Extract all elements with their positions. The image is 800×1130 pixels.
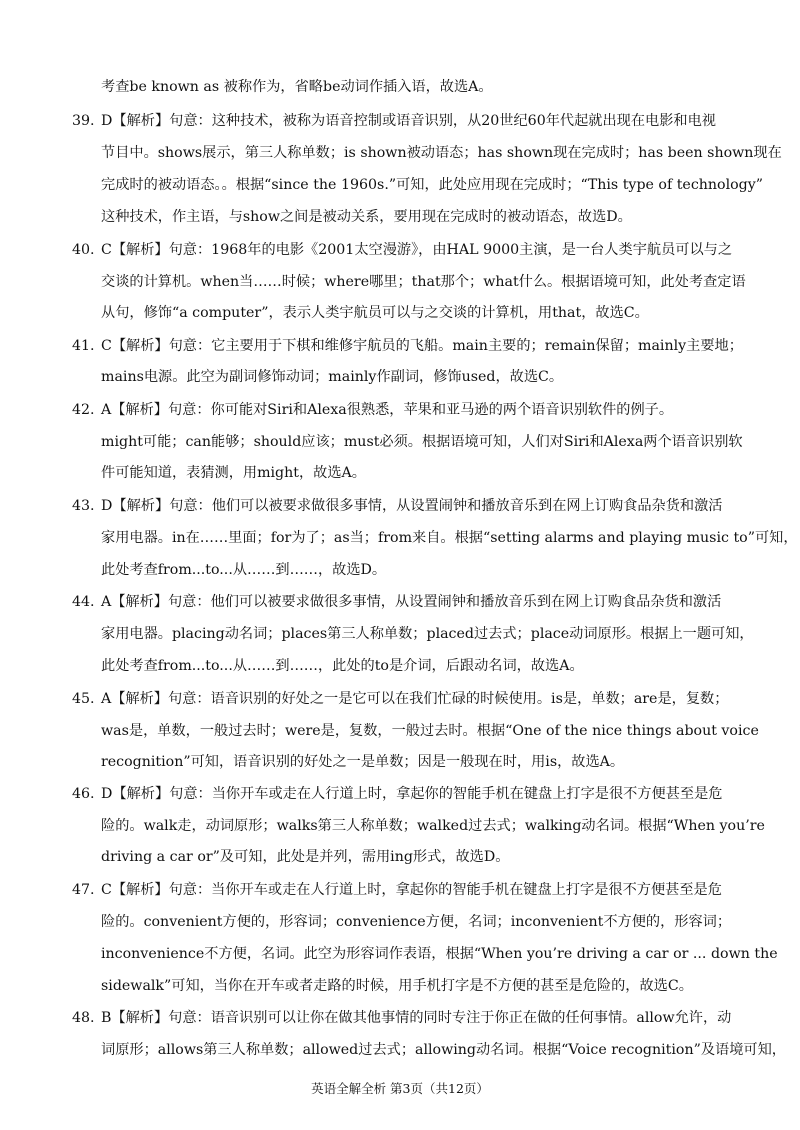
question-number: 40. xyxy=(72,242,95,258)
line-text: 此处考查from...to...从……到……，此处的to是介词，后跟动名词，故选A。 xyxy=(101,658,584,674)
question-number: 42. xyxy=(72,402,95,418)
line-text: A【解析】句意：语音识别的好处之一是它可以在我们忙碌的时候使用。is是，单数；are是，复数； xyxy=(101,691,729,707)
line-text: 件可能知道，表猜测，用might，故选A。 xyxy=(101,465,366,481)
line-text: was是，单数，一般过去时；were是，复数，一般过去时。根据“One of the nice things about voice xyxy=(101,723,759,739)
question-number: 47. xyxy=(72,882,95,898)
line-text: A【解析】句意：他们可以被要求做很多事情，从设置闹钟和播放音乐到在网上订购食品杂货和激活 xyxy=(101,594,722,610)
line-text: 考查be known as 被称作为，省略be动词作插入语，故选A。 xyxy=(101,79,493,95)
line-text: 家用电器。in在……里面；for为了；as当；from来自。根据“setting alarms and playing music to”可知， xyxy=(101,530,798,546)
line-text: B【解析】句意：语音识别可以让你在做其他事情的同时专注于你正在做的任何事情。allow允许，动 xyxy=(101,1010,732,1026)
line-text: D【解析】句意：这种技术，被称为语音控制或语音识别，从20世纪60年代起就出现在电影和电视 xyxy=(101,113,716,129)
line-text: mains电源。此空为副词修饰动词；mainly作副词，修饰used，故选C。 xyxy=(101,369,564,385)
line-text: sidewalk”可知，当你在开车或者走路的时候，用手机打字是不方便的甚至是危险的，故选C。 xyxy=(101,978,693,994)
question-number: 39. xyxy=(72,113,95,129)
page-footer: 英语全解全析 第3页（共12页） xyxy=(311,1081,489,1096)
line-text: C【解析】句意：1968年的电影《2001太空漫游》，由HAL 9000主演，是一台人类宇航员可以与之 xyxy=(101,242,733,258)
question-number: 41. xyxy=(72,338,95,354)
line-text: 险的。walk走，动词原形；walks第三人称单数；walked过去式；walking动名词。根据“When you’re xyxy=(101,818,765,834)
line-text: recognition”可知，语音识别的好处之一是单数；因是一般现在时，用is，故选A。 xyxy=(101,754,625,770)
line-text: inconvenience不方便，名词。此空为形容词作表语，根据“When you’re driving a car or ... down the xyxy=(101,946,778,962)
line-text: 词原形；allows第三人称单数；allowed过去式；allowing动名词。根据“Voice recognition”及语境可知， xyxy=(101,1042,786,1058)
line-text: 此处考查from...to...从……到……，故选D。 xyxy=(101,562,387,578)
question-number: 46. xyxy=(72,786,95,802)
line-text: 这种技术，作主语，与show之间是被动关系，要用现在完成时的被动语态，故选D。 xyxy=(101,209,632,225)
line-text: 完成时的被动语态。。根据“since the 1960s.”可知，此处应用现在完成时；“This type of technology” xyxy=(101,177,764,193)
line-text: 交谈的计算机。when当……时候；where哪里；that那个；what什么。根据语境可知，此处考查定语 xyxy=(101,274,746,290)
line-text: driving a car or”及可知，此处是并列，需用ing形式，故选D。 xyxy=(101,849,510,865)
question-number: 48. xyxy=(72,1010,95,1026)
question-number: 45. xyxy=(72,691,95,707)
line-text: A【解析】句意：你可能对Siri和Alexa很熟悉，苹果和亚马逊的两个语音识别软件的例子。 xyxy=(101,402,674,418)
line-text: 节目中。shows展示，第三人称单数；is shown被动语态；has shown现在完成时；has been shown现在 xyxy=(101,145,782,161)
line-text: might可能；can能够；should应该；must必须。根据语境可知，人们对Siri和Alexa两个语音识别软 xyxy=(101,434,743,450)
question-number: 44. xyxy=(72,594,95,610)
question-number: 43. xyxy=(72,498,95,514)
line-text: C【解析】句意：当你开车或走在人行道上时，拿起你的智能手机在键盘上打字是很不方便甚至是危 xyxy=(101,882,722,898)
line-text: C【解析】句意：它主要用于下棋和维修宇航员的飞船。main主要的；remain保留；mainly主要地； xyxy=(101,338,743,354)
line-text: 从句，修饰“a computer”，表示人类宇航员可以与之交谈的计算机，用that，故选C。 xyxy=(101,305,649,321)
line-text: 险的。convenient方便的，形容词；convenience方便，名词；inconvenient不方便的，形容词； xyxy=(101,914,732,930)
line-text: D【解析】句意：当你开车或走在人行道上时，拿起你的智能手机在键盘上打字是很不方便甚至是危 xyxy=(101,786,723,802)
line-text: 家用电器。placing动名词；places第三人称单数；placed过去式；place动词原形。根据上一题可知， xyxy=(101,626,754,642)
line-text: D【解析】句意：他们可以被要求做很多事情，从设置闹钟和播放音乐到在网上订购食品杂货和激活 xyxy=(101,498,723,514)
